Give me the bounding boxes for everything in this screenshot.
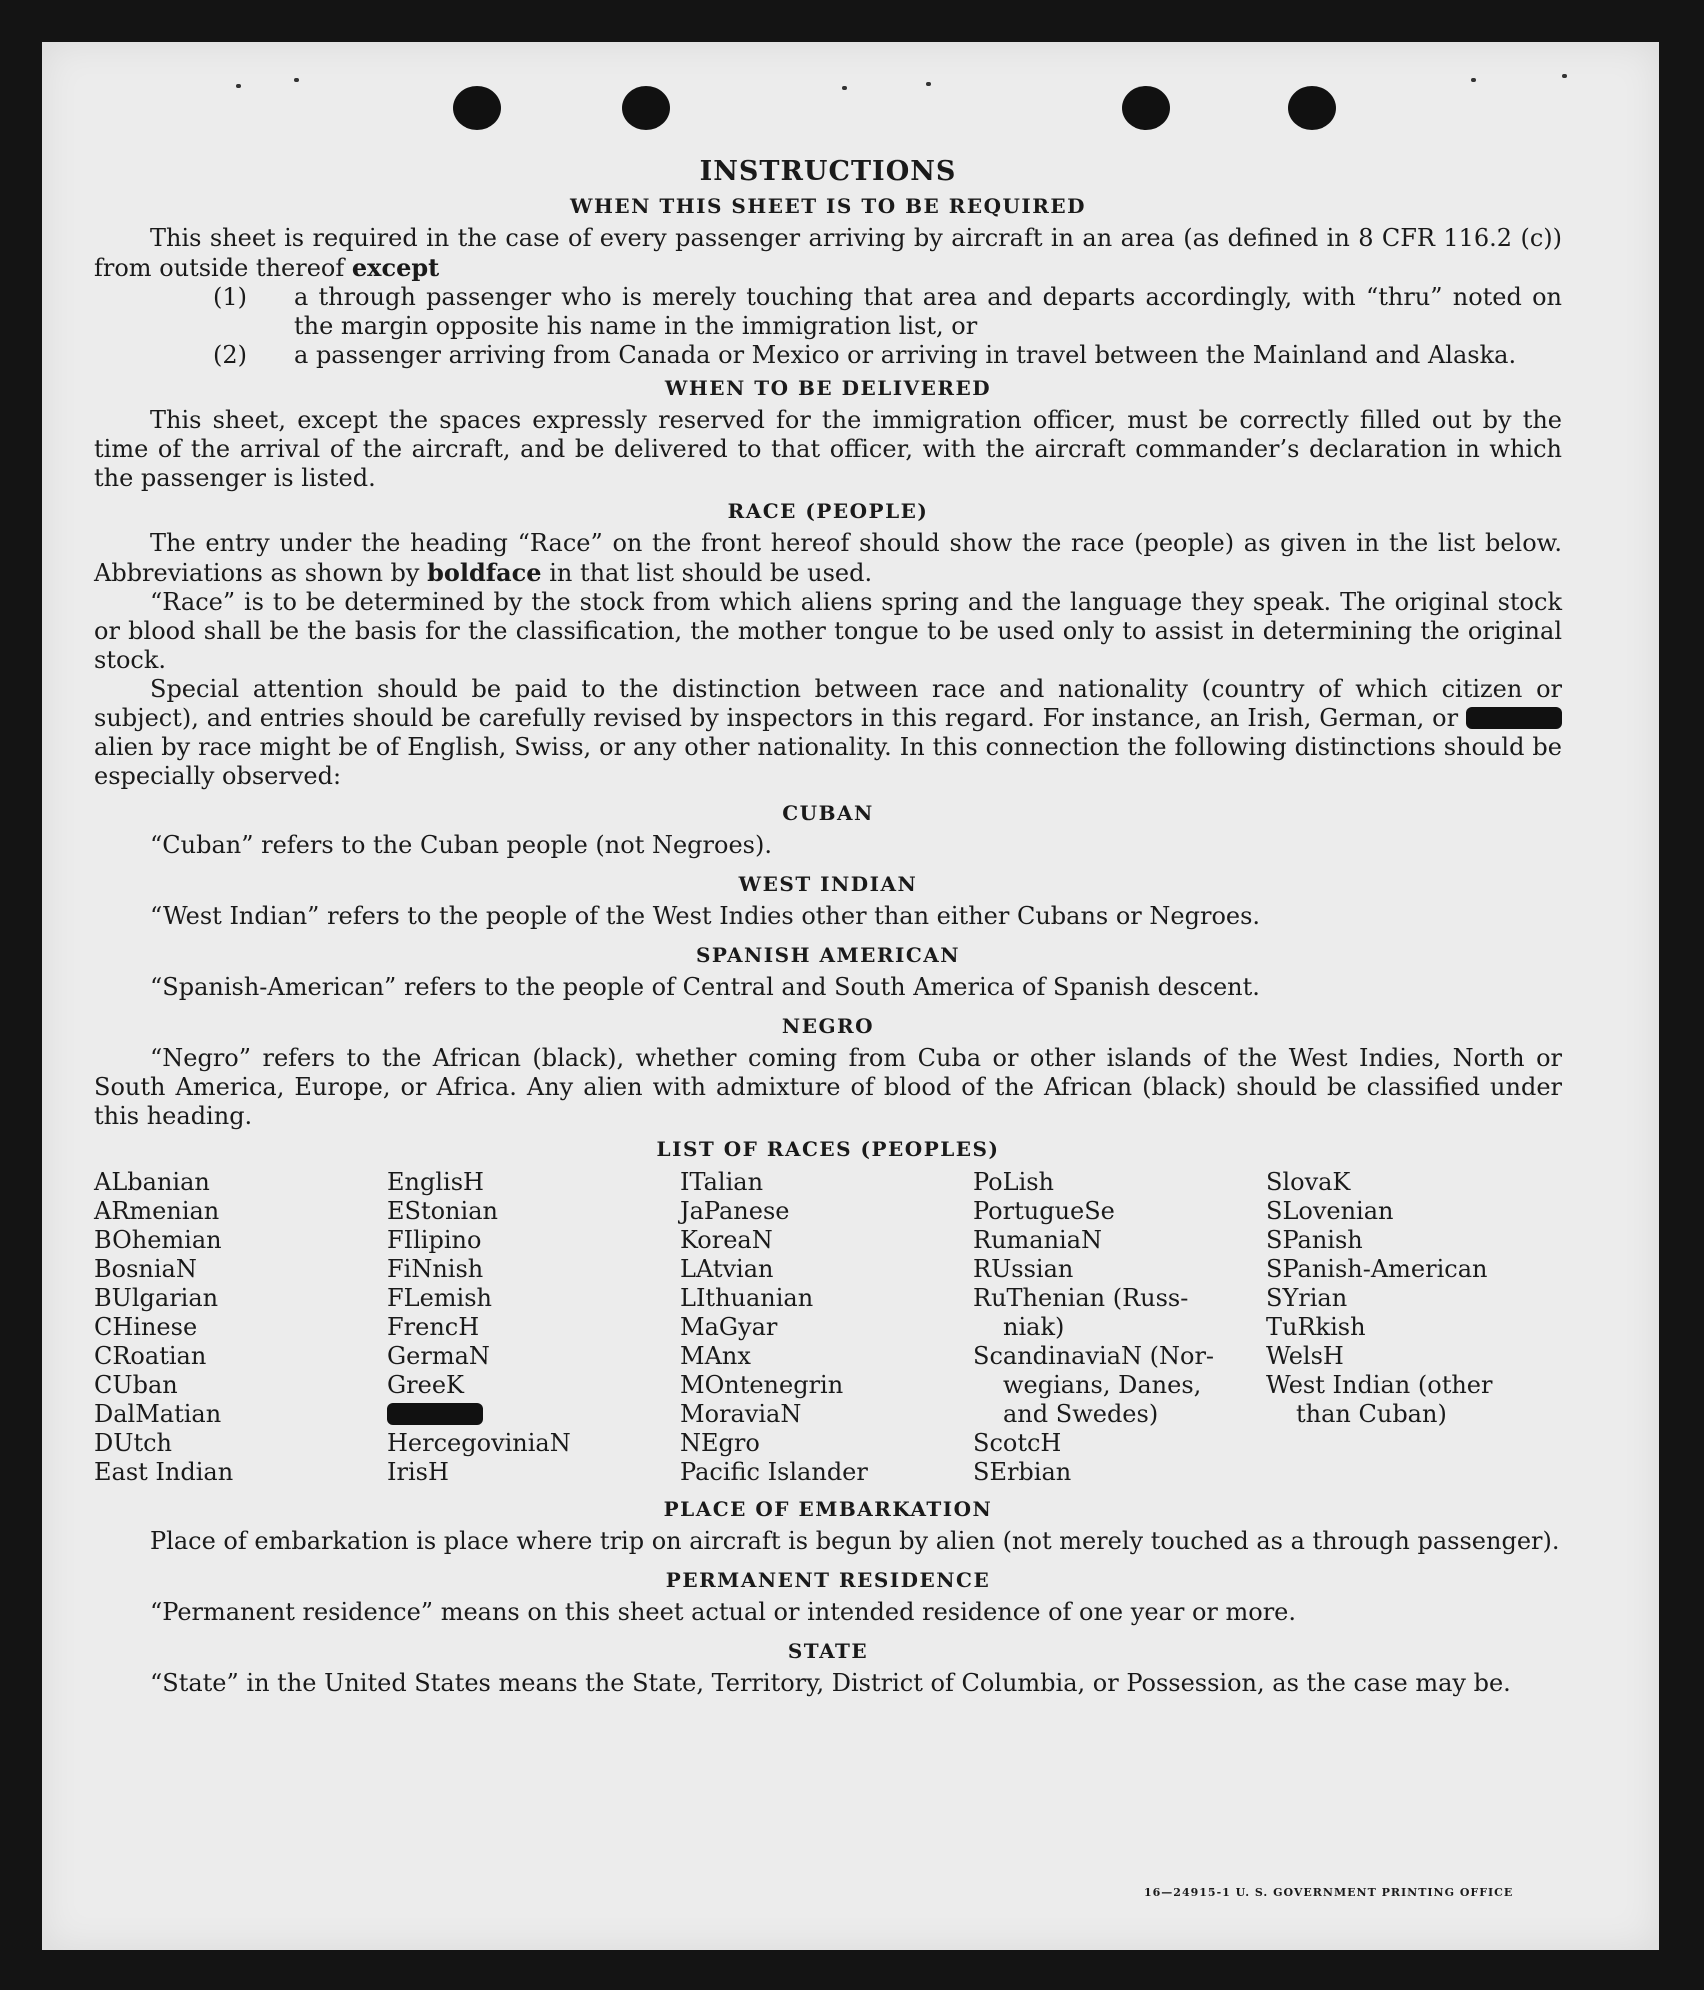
race-entry: RUssian <box>973 1255 1074 1283</box>
cuban-text: “Cuban” refers to the Cuban people (not Negroes). <box>150 831 772 859</box>
state-text: “State” in the United States means the State, Territory, District of Columbia, or Possession, as the case may be. <box>150 1669 1511 1697</box>
race-entry: RuThenian (Russ- <box>973 1284 1189 1312</box>
section-heading-race: RACE (PEOPLE) <box>727 499 929 523</box>
race-entry: IrisH <box>387 1458 449 1486</box>
race-entry: EnglisH <box>387 1168 484 1196</box>
punch-hole <box>453 86 501 130</box>
punch-hole <box>1122 86 1170 130</box>
required-intro <box>94 224 1562 283</box>
race-entry: ITalian <box>680 1168 764 1196</box>
race-column-5 <box>1266 1168 1559 1487</box>
required-item-1 <box>94 283 1562 341</box>
race-entry-continued: niak) <box>1003 1313 1065 1341</box>
race-entry: PoLish <box>973 1168 1055 1196</box>
race-p3-end: alien by race might be of English, Swiss, or any other nationality. In this connection the following distinctions should be especially observed: <box>94 733 1562 790</box>
instructions-text <box>94 157 1562 1698</box>
race-entry: MOntenegrin <box>680 1371 844 1399</box>
embarkation-text: Place of embarkation is place where trip on aircraft is begun by alien (not merely touched as a through passenger). <box>150 1527 1560 1555</box>
race-entry: MoraviaN <box>680 1400 802 1428</box>
race-entry-continued: and Swedes) <box>1003 1400 1159 1428</box>
race-entry: GreeK <box>387 1371 464 1399</box>
race-paragraph-1 <box>94 529 1562 588</box>
race-p1-text: The entry under the heading “Race” on the front hereof should show the race (people) as given in the list below. Abbreviations as shown by <box>94 529 1562 587</box>
printer-imprint: 16—24915-1 U. S. GOVERNMENT PRINTING OFFICE <box>1144 1886 1514 1899</box>
race-entry: SlovaK <box>1266 1168 1351 1196</box>
item-text: a through passenger who is merely touching that area and departs accordingly, with “thru” noted on the margin opposite his name in the immigration list, or <box>294 283 1562 340</box>
race-entry: FrencH <box>387 1313 480 1341</box>
section-heading-spanish-american: SPANISH AMERICAN <box>695 943 961 967</box>
item-number: (2) <box>213 341 247 369</box>
race-entry-continued: wegians, Danes, <box>1003 1371 1202 1399</box>
race-entry: ScotcH <box>973 1429 1062 1457</box>
race-entry: Pacific Islander <box>680 1458 868 1486</box>
race-column-3 <box>680 1168 973 1487</box>
punch-hole <box>1288 86 1336 130</box>
race-entry: LIthuanian <box>680 1284 814 1312</box>
redaction-mark <box>387 1403 483 1425</box>
section-heading-cuban: CUBAN <box>782 801 874 825</box>
residence-text: “Permanent residence” means on this sheet actual or intended residence of one year or more. <box>150 1598 1296 1626</box>
redaction-mark <box>1466 707 1562 729</box>
required-except: except <box>351 253 440 282</box>
race-entry: RumaniaN <box>973 1226 1103 1254</box>
item-number: (1) <box>213 283 247 311</box>
race-entry: MAnx <box>680 1342 751 1370</box>
race-column-4 <box>973 1168 1266 1487</box>
race-paragraph-3 <box>94 675 1562 791</box>
section-heading-delivered: WHEN TO BE DELIVERED <box>664 376 992 400</box>
race-entry: DUtch <box>94 1429 173 1457</box>
section-heading-negro: NEGRO <box>781 1014 875 1038</box>
page-title: INSTRUCTIONS <box>699 156 957 187</box>
race-entry: ALbanian <box>94 1168 210 1196</box>
race-entry: East Indian <box>94 1458 234 1486</box>
race-entry: GermaN <box>387 1342 490 1370</box>
race-entry-continued: than Cuban) <box>1296 1400 1447 1428</box>
race-entry: BUlgarian <box>94 1284 219 1312</box>
race-entry: West Indian (other <box>1266 1371 1493 1399</box>
document-page <box>42 42 1659 1950</box>
race-column-1 <box>94 1168 387 1487</box>
spanish-american-text: “Spanish-American” refers to the people of Central and South America of Spanish descent. <box>150 973 1260 1001</box>
negro-text: “Negro” refers to the African (black), whether coming from Cuba or other islands of the West Indies, North or South America, Europe, or Africa. Any alien with admixture of blood of the African (black) should be classified under this heading. <box>94 1044 1562 1130</box>
punch-hole <box>622 86 670 130</box>
race-entry: CRoatian <box>94 1342 207 1370</box>
section-heading-embarkation: PLACE OF EMBARKATION <box>663 1497 993 1521</box>
race-entry: CUban <box>94 1371 178 1399</box>
race-column-2 <box>387 1168 680 1487</box>
race-list <box>94 1168 1562 1487</box>
race-entry: KoreaN <box>680 1226 773 1254</box>
item-text: a passenger arriving from Canada or Mexico or arriving in travel between the Mainland and Alaska. <box>294 341 1517 369</box>
section-heading-state: STATE <box>787 1639 869 1663</box>
race-entry: SPanish-American <box>1266 1255 1488 1283</box>
section-heading-west-indian: WEST INDIAN <box>738 872 918 896</box>
speck <box>294 78 299 82</box>
speck <box>236 84 241 88</box>
required-item-2 <box>94 341 1562 370</box>
race-entry: FIlipino <box>387 1226 482 1254</box>
race-entry: LAtvian <box>680 1255 774 1283</box>
race-entry: SPanish <box>1266 1226 1363 1254</box>
section-heading-required: WHEN THIS SHEET IS TO BE REQUIRED <box>570 194 1086 218</box>
required-intro-text: This sheet is required in the case of every passenger arriving by aircraft in an area (as defined in 8 CFR 116.2 (c)) from outside thereof <box>94 224 1562 282</box>
race-p1-boldface: boldface <box>427 558 542 587</box>
section-heading-residence: PERMANENT RESIDENCE <box>665 1568 991 1592</box>
race-entry-redacted <box>387 1400 680 1429</box>
race-entry: SLovenian <box>1266 1197 1394 1225</box>
race-entry: NEgro <box>680 1429 760 1457</box>
race-entry: DalMatian <box>94 1400 222 1428</box>
delivered-text: This sheet, except the spaces expressly reserved for the immigration officer, must be correctly filled out by the time of the arrival of the aircraft, and be delivered to that officer, with the aircraft commander’s declaration in which the passenger is listed. <box>94 406 1562 492</box>
race-entry: HercegoviniaN <box>387 1429 571 1457</box>
section-heading-list: LIST OF RACES (PEOPLES) <box>656 1137 1000 1161</box>
race-entry: FLemish <box>387 1284 492 1312</box>
race-p3-text: Special attention should be paid to the distinction between race and nationality (country of which citizen or subject), and entries should be carefully revised by inspectors in this regard. For instance, an Irish, German, or <box>94 675 1562 732</box>
race-entry: MaGyar <box>680 1313 778 1341</box>
race-entry: EStonian <box>387 1197 498 1225</box>
race-paragraph-2: “Race” is to be determined by the stock from which aliens spring and the language they speak. The original stock or blood shall be the basis for the classification, the mother tongue to be used only to assist in determining the original stock. <box>94 588 1562 674</box>
speck <box>842 86 847 90</box>
race-entry: SErbian <box>973 1458 1072 1486</box>
race-entry: ARmenian <box>94 1197 220 1225</box>
race-entry: WelsH <box>1266 1342 1344 1370</box>
race-entry: JaPanese <box>680 1197 790 1225</box>
speck <box>926 82 931 86</box>
race-p1-end: in that list should be used. <box>541 559 873 587</box>
speck <box>1471 78 1476 82</box>
race-entry: BOhemian <box>94 1226 222 1254</box>
west-indian-text: “West Indian” refers to the people of the West Indies other than either Cubans or Negroes. <box>150 902 1261 930</box>
race-entry: PortugueSe <box>973 1197 1115 1225</box>
race-entry: BosniaN <box>94 1255 197 1283</box>
race-entry: ScandinaviaN (Nor- <box>973 1342 1215 1370</box>
speck <box>1562 74 1567 78</box>
race-entry: CHinese <box>94 1313 198 1341</box>
race-entry: SYrian <box>1266 1284 1348 1312</box>
race-entry: FiNnish <box>387 1255 484 1283</box>
race-entry: TuRkish <box>1266 1313 1366 1341</box>
